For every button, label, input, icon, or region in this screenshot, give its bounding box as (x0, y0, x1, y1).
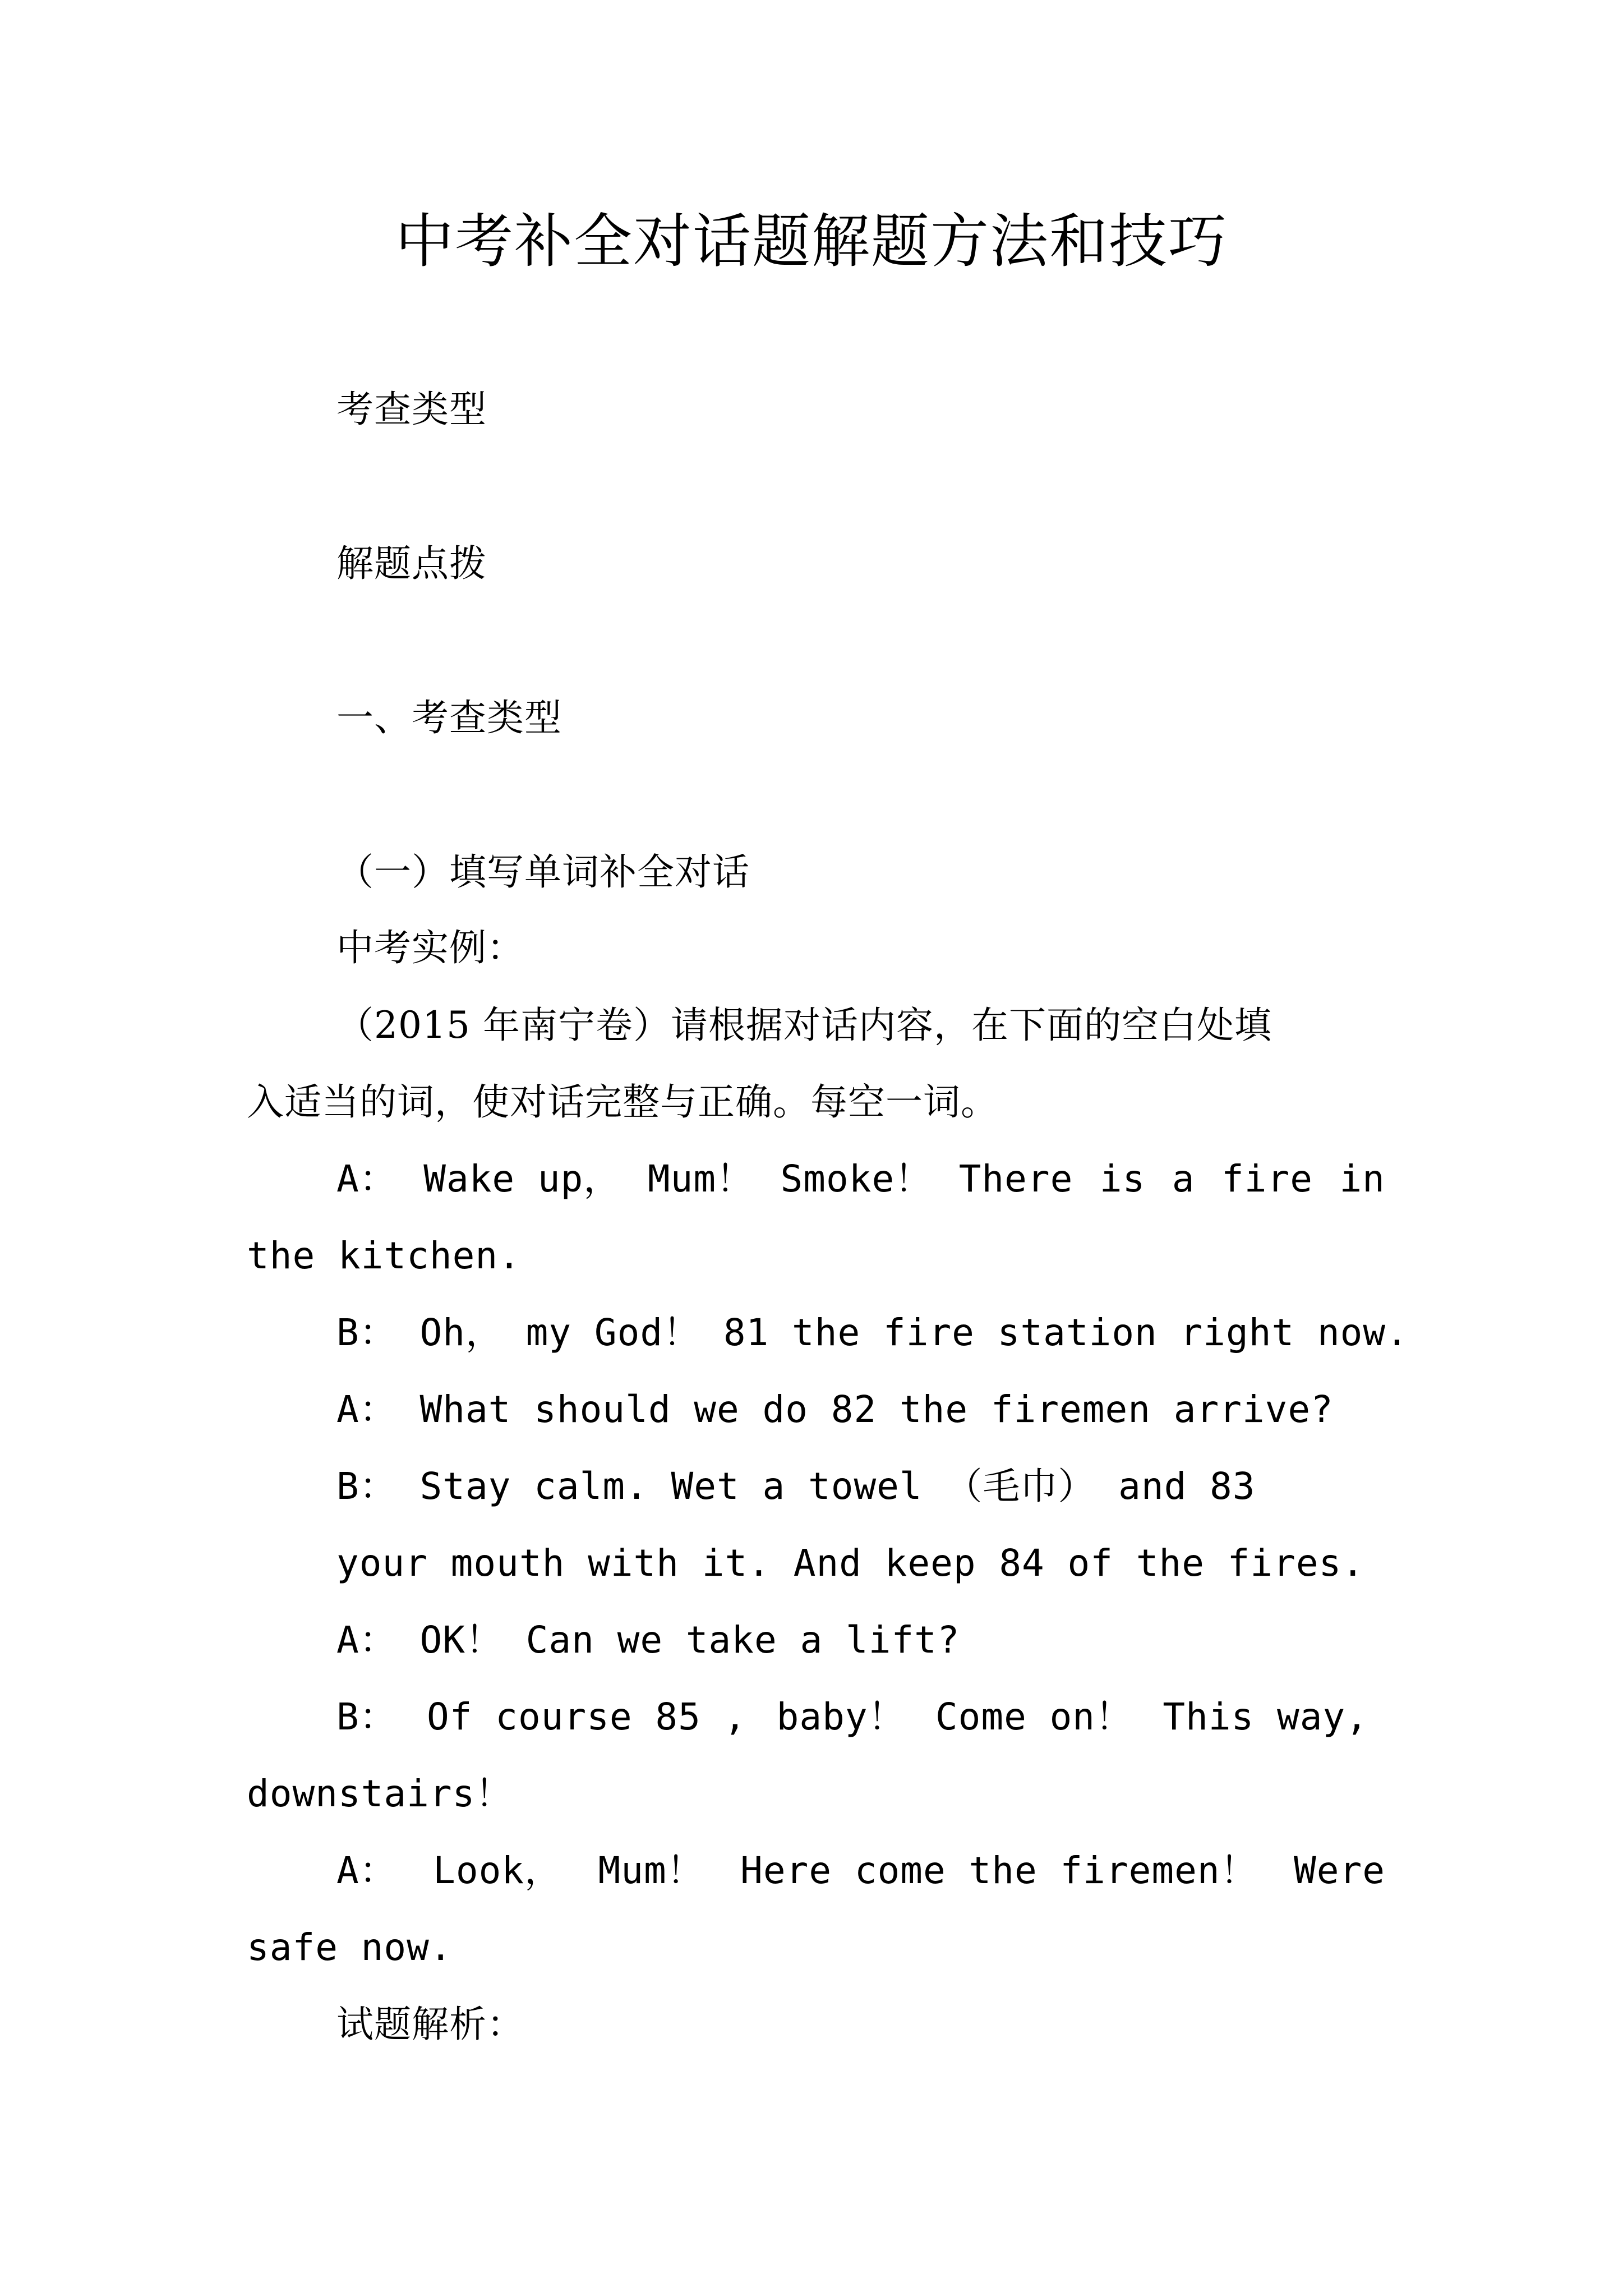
subsection-heading: （一）填写单词补全对话 (336, 850, 750, 894)
dialogue-line-a4-cont: safe now. (247, 1926, 453, 1969)
dialogue-line-b2: B： Stay calm. Wet a towel （毛巾） and 83 (336, 1465, 1256, 1508)
dialogue-line-a3: A： OK！ Can we take a lift? (336, 1618, 960, 1662)
question-instruction-line-1: （2015 年南宁卷）请根据对话内容，在下面的空白处填 (336, 1004, 1272, 1047)
analysis-label: 试题解析： (336, 2003, 524, 2046)
dialogue-line-b1: B： Oh， my God！ 81 the fire station right now. (336, 1311, 1409, 1354)
example-label: 中考实例： (336, 926, 524, 969)
section-heading: 一、考查类型 (336, 696, 562, 739)
toc-item-exam-types: 考查类型 (336, 388, 487, 431)
question-instruction-line-2: 入适当的词，使对话完整与正确。每空一词。 (247, 1080, 998, 1124)
dialogue-line-a4: A： Look， Mum！ Here come the firemen！ Were (336, 1849, 1385, 1892)
dialogue-line-a1: A： Wake up， Mum！ Smoke！ There is a fire in (336, 1157, 1385, 1200)
dialogue-line-a2: A： What should we do 82 the firemen arrive? (336, 1388, 1334, 1431)
page-title: 中考补全对话题解题方法和技巧 (395, 207, 1228, 275)
toc-item-solving-tips: 解题点拨 (336, 542, 487, 585)
dialogue-line-b3: B： Of course 85 , baby！ Come on！ This way, (336, 1695, 1368, 1738)
dialogue-line-b3-cont: downstairs！ (247, 1772, 513, 1815)
dialogue-line-b2-cont: your mouth with it. And keep 84 of the fires. (336, 1542, 1365, 1585)
dialogue-line-a1-cont: the kitchen. (247, 1234, 521, 1277)
